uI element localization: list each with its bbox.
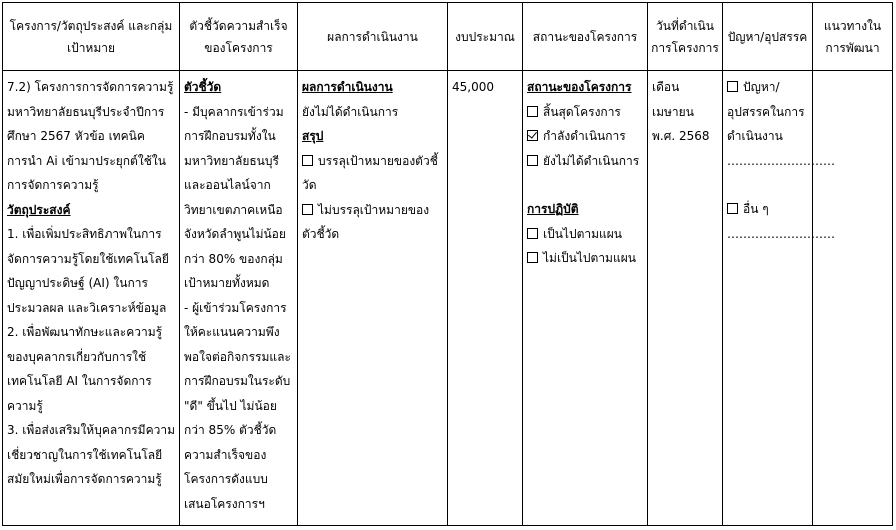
budget-cell [448, 71, 523, 526]
header-project: โครงการ/วัตถุประสงค์ และกลุ่มเป้าหมาย [3, 3, 180, 71]
project-report-table [2, 2, 893, 526]
objectives-heading: วัตถุประสงค์ [7, 202, 71, 217]
checkbox-icon[interactable] [527, 106, 538, 117]
problem-dots: ……………………… [727, 153, 835, 168]
budget-value: 45,000 [452, 80, 494, 94]
practice-option-on-plan: เป็นไปตามแผน [527, 222, 643, 247]
status-option-not-started: ยังไม่ได้ดำเนินการ [527, 149, 643, 174]
checkbox-icon[interactable] [527, 252, 538, 263]
summary-option-not-achieved: ไม่บรรลุเป้าหมายของตัวชี้วัด [302, 202, 430, 241]
objective-item: 3. เพื่อส่งเสริมให้บุคลากรมีความเชี่ยวชาญในการใช้เทคโนโลยีสมัยใหม่เพื่อการจัดการความรู้ [7, 423, 175, 486]
indicator-item: - ผู้เข้าร่วมโครงการให้คะแนนความพึงพอใจต่อกิจกรรมและการฝึกอบรมในระดับ "ดี" ขึ้นไป ไม่น้อยกว่า 85% ตัวชี้วัดความสำเร็จของโครงการดังแบบเสนอโครงการฯ [184, 300, 291, 511]
summary-option-achieved: บรรลุเป้าหมายของตัวชี้วัด [302, 153, 438, 192]
project-title: 7.2) โครงการการจัดการความรู้มหาวิทยาลัยธนบุรีประจำปีการศึกษา 2567 หัวข้อ เทคนิคการนำ Ai เข้ามาประยุกต์ใช้ในการจัดการความรู้ [7, 80, 174, 192]
checkbox-icon[interactable] [302, 155, 313, 166]
other-option: อื่น ๆ [727, 197, 808, 222]
checkbox-icon[interactable] [527, 155, 538, 166]
header-date: วันที่ดำเนินการโครงการ [648, 3, 723, 71]
indicators-heading: ตัวชี้วัด [184, 80, 222, 94]
objective-item: 2. เพื่อพัฒนาทักษะและความรู้ของบุคลากรเกี่ยวกับการใช้เทคโนโลยี AI ในการจัดการความรู้ [7, 325, 163, 413]
header-row [3, 3, 893, 71]
other-dots: ……………………… [727, 226, 835, 241]
practice-option-off-plan: ไม่เป็นไปตามแผน [527, 246, 643, 271]
header-development: แนวทางในการพัฒนา [813, 3, 893, 71]
header-indicators: ตัวชี้วัดความสำเร็จของโครงการ [180, 3, 298, 71]
header-results: ผลการดำเนินงาน [298, 3, 448, 71]
indicator-item: - มีบุคลากรเข้าร่วมการฝึกอบรมทั้งในมหาวิทยาลัยธนบุรีและออนไลน์จากวิทยาเขตภาคเหนือ จังหวัดลำพูนไม่น้อยกว่า 80% ของกลุ่มเป้าหมายทั้งหมด [184, 104, 286, 290]
checkbox-icon[interactable] [527, 228, 538, 239]
problem-option: ปัญหา/อุปสรรคในการดำเนินงาน [727, 80, 805, 143]
results-cell [298, 71, 448, 526]
header-status: สถานะของโครงการ [523, 3, 648, 71]
checkbox-checked-icon[interactable] [527, 130, 538, 141]
checkbox-icon[interactable] [727, 81, 738, 92]
development-cell [813, 71, 893, 526]
checkbox-icon[interactable] [727, 203, 738, 214]
project-row [3, 71, 893, 526]
date-cell [648, 71, 723, 526]
date-value: เดือนเมษายน พ.ศ. 2568 [652, 80, 710, 143]
indicators-cell [180, 71, 298, 526]
status-heading: สถานะของโครงการ [527, 80, 632, 94]
status-option-in-progress: กำลังดำเนินการ [527, 124, 643, 149]
results-heading: ผลการดำเนินงาน [302, 80, 393, 94]
problems-cell [723, 71, 835, 526]
practice-heading: การปฏิบัติ [527, 202, 579, 216]
project-cell [3, 71, 180, 526]
summary-heading: สรุป [302, 129, 324, 143]
status-cell [523, 71, 648, 526]
objective-item: 1. เพื่อเพิ่มประสิทธิภาพในการจัดการความรู้โดยใช้เทคโนโลยีปัญญาประดิษฐ์ (AI) ในการประมวลผล และวิเคราะห์ข้อมูล [7, 227, 169, 315]
header-budget: งบประมาณ [448, 3, 523, 71]
status-option-completed: สิ้นสุดโครงการ [527, 100, 643, 125]
checkbox-icon[interactable] [302, 204, 313, 215]
header-problems: ปัญหา/อุปสรรค [723, 3, 813, 71]
results-text: ยังไม่ได้ดำเนินการ [302, 104, 399, 119]
